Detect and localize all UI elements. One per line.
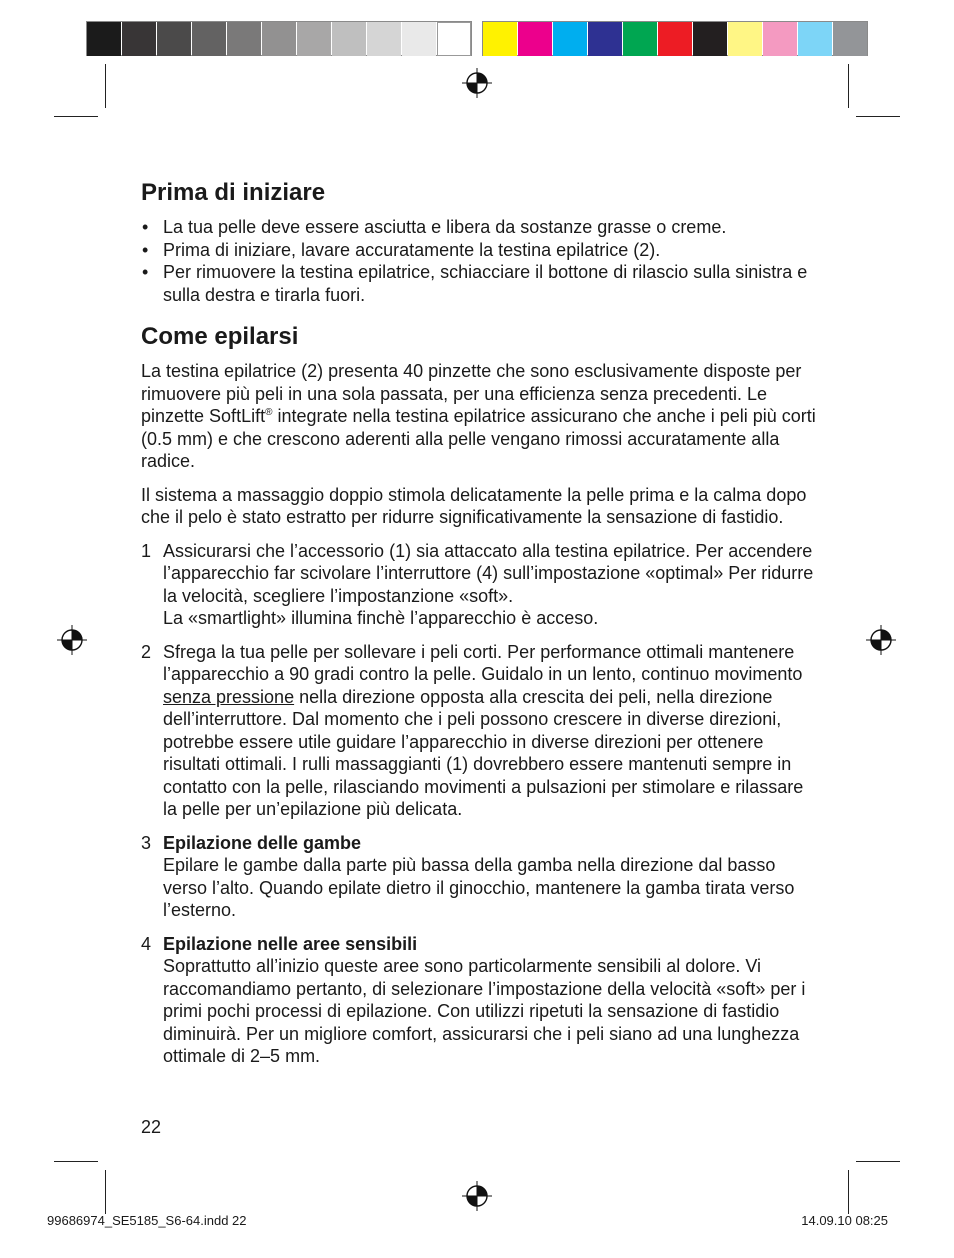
color-swatch [437,22,471,56]
intro-paragraph [141,360,821,473]
crop-mark [856,1161,900,1162]
crop-mark [105,1170,106,1214]
step-number: 1 [141,540,152,561]
color-swatch [518,22,552,56]
color-swatch [658,22,692,56]
crop-mark [105,64,106,108]
color-swatch [553,22,587,56]
color-swatch [157,22,191,56]
step-2 [141,641,821,821]
color-swatch [402,22,436,56]
section-title-come-epilarsi: Come epilarsi [141,323,299,350]
color-swatch [833,22,867,56]
page-content [141,178,821,1079]
color-swatch [262,22,296,56]
underlined-emphasis: senza pressione [163,686,295,707]
step-heading: Epilazione nelle aree sensibili [163,933,418,954]
massage-paragraph: Il sistema a massaggio doppio stimola delicatamente la pelle prima e la calma dopo che il pelo è stato estratto per ridurre significativamente la sensazione di fastidio. [141,484,807,527]
footer-file-info: 99686974_SE5185_S6-64.indd 22 [47,1213,247,1228]
color-swatch [728,22,762,56]
registration-mark-icon [462,68,492,98]
page-number: 22 [141,1117,162,1137]
color-swatch [693,22,727,56]
color-swatch [483,22,517,56]
steps-list [141,540,821,1068]
section-title-prima-di-iniziare: Prima di iniziare [141,179,326,206]
color-swatch [297,22,331,56]
crop-mark [856,116,900,117]
registration-mark-icon [866,625,896,655]
color-swatch [763,22,797,56]
color-swatch [798,22,832,56]
list-item: • Per rimuovere la testina epilatrice, schiacciare il bottone di rilascio sulla sinistra e sulla destra e tirarla fuori. [141,261,821,306]
step-4 [141,933,821,1068]
list-item: • La tua pelle deve essere asciutta e libera da sostanze grasse o creme. [141,216,821,239]
footer-timestamp: 14.09.10 08:25 [801,1213,888,1228]
color-swatch [623,22,657,56]
step-text: nella direzione opposta alla crescita dei peli, nella direzione dell’interruttore. Dal momento che i peli possono crescere in diverse direzioni, potrebbe essere utile guidare l’apparecchio in diverse direzioni per ottenere risultati ottimali. I rulli massaggianti (1) dovrebbero essere mantenuti sempre in contatto con la pelle, rilasciando movimenti a pulsazioni per stimolare e rilassare la pelle per un’epilazione più delicata. [163,686,804,819]
step-text: La «smartlight» illumina finchè l’apparecchio è acceso. [163,608,599,628]
color-swatch [122,22,156,56]
intro-text: La testina epilatrice (2) presenta 40 pinzette che sono esclusivamente disposte per rimuovere più peli in una sola passata, per una efficienza senza precedenti. Le pinzette SoftLift [141,361,802,426]
step-number: 4 [141,933,152,954]
color-swatch [332,22,366,56]
preparation-list [141,216,821,306]
step-text: Sfrega la tua pelle per sollevare i peli corti. Per performance ottimali mantenere l’apparecchio a 90 gradi contro la pelle. Guidalo in un lento, continuo movimento [163,641,803,684]
crop-mark [54,1161,98,1162]
step-text: Epilare le gambe dalla parte più bassa della gamba nella direzione dal basso verso l’alto. Quando epilate dietro il ginocchio, mantenere la gamba tirata verso l’esterno. [163,855,795,920]
step-text: Soprattutto all’inizio queste aree sono particolarmente sensibili al dolore. Vi raccomandiamo pertanto, di selezionare l’impostazione della velocità «soft» per i primi pochi processi di epilazione. Con utilizzi ripetuti la sensazione di fastidio diminuirà. Per un migliore comfort, assicurarsi che i peli siano ad una lunghezza ottimale di 2–5 mm. [163,956,806,1066]
registration-mark-icon [462,1181,492,1211]
registration-mark-icon [57,625,87,655]
step-3 [141,832,821,922]
color-swatch [192,22,226,56]
list-item: • Prima di iniziare, lavare accuratamente la testina epilatrice (2). [141,239,821,262]
step-1 [141,540,821,630]
color-swatch [367,22,401,56]
crop-mark [54,116,98,117]
color-swatch [227,22,261,56]
intro-text: integrate nella testina epilatrice assicurano che anche i peli più corti (0.5 mm) e che crescono aderenti alla pelle vengano rimossi accuratamente alla radice. [141,406,816,471]
registered-mark: ® [265,407,273,418]
crop-mark [848,1170,849,1214]
color-swatch [588,22,622,56]
step-number: 2 [141,641,152,662]
color-swatch [87,22,121,56]
crop-mark [848,64,849,108]
step-heading: Epilazione delle gambe [163,832,362,853]
step-number: 3 [141,832,152,853]
step-text: Assicurarsi che l’accessorio (1) sia attaccato alla testina epilatrice. Per accendere l’apparecchio far scivolare l’interruttore (4) sull’impostazione «optimal» Per ridurre la velocità, scegliere l’impostanzione «soft». [163,540,814,606]
